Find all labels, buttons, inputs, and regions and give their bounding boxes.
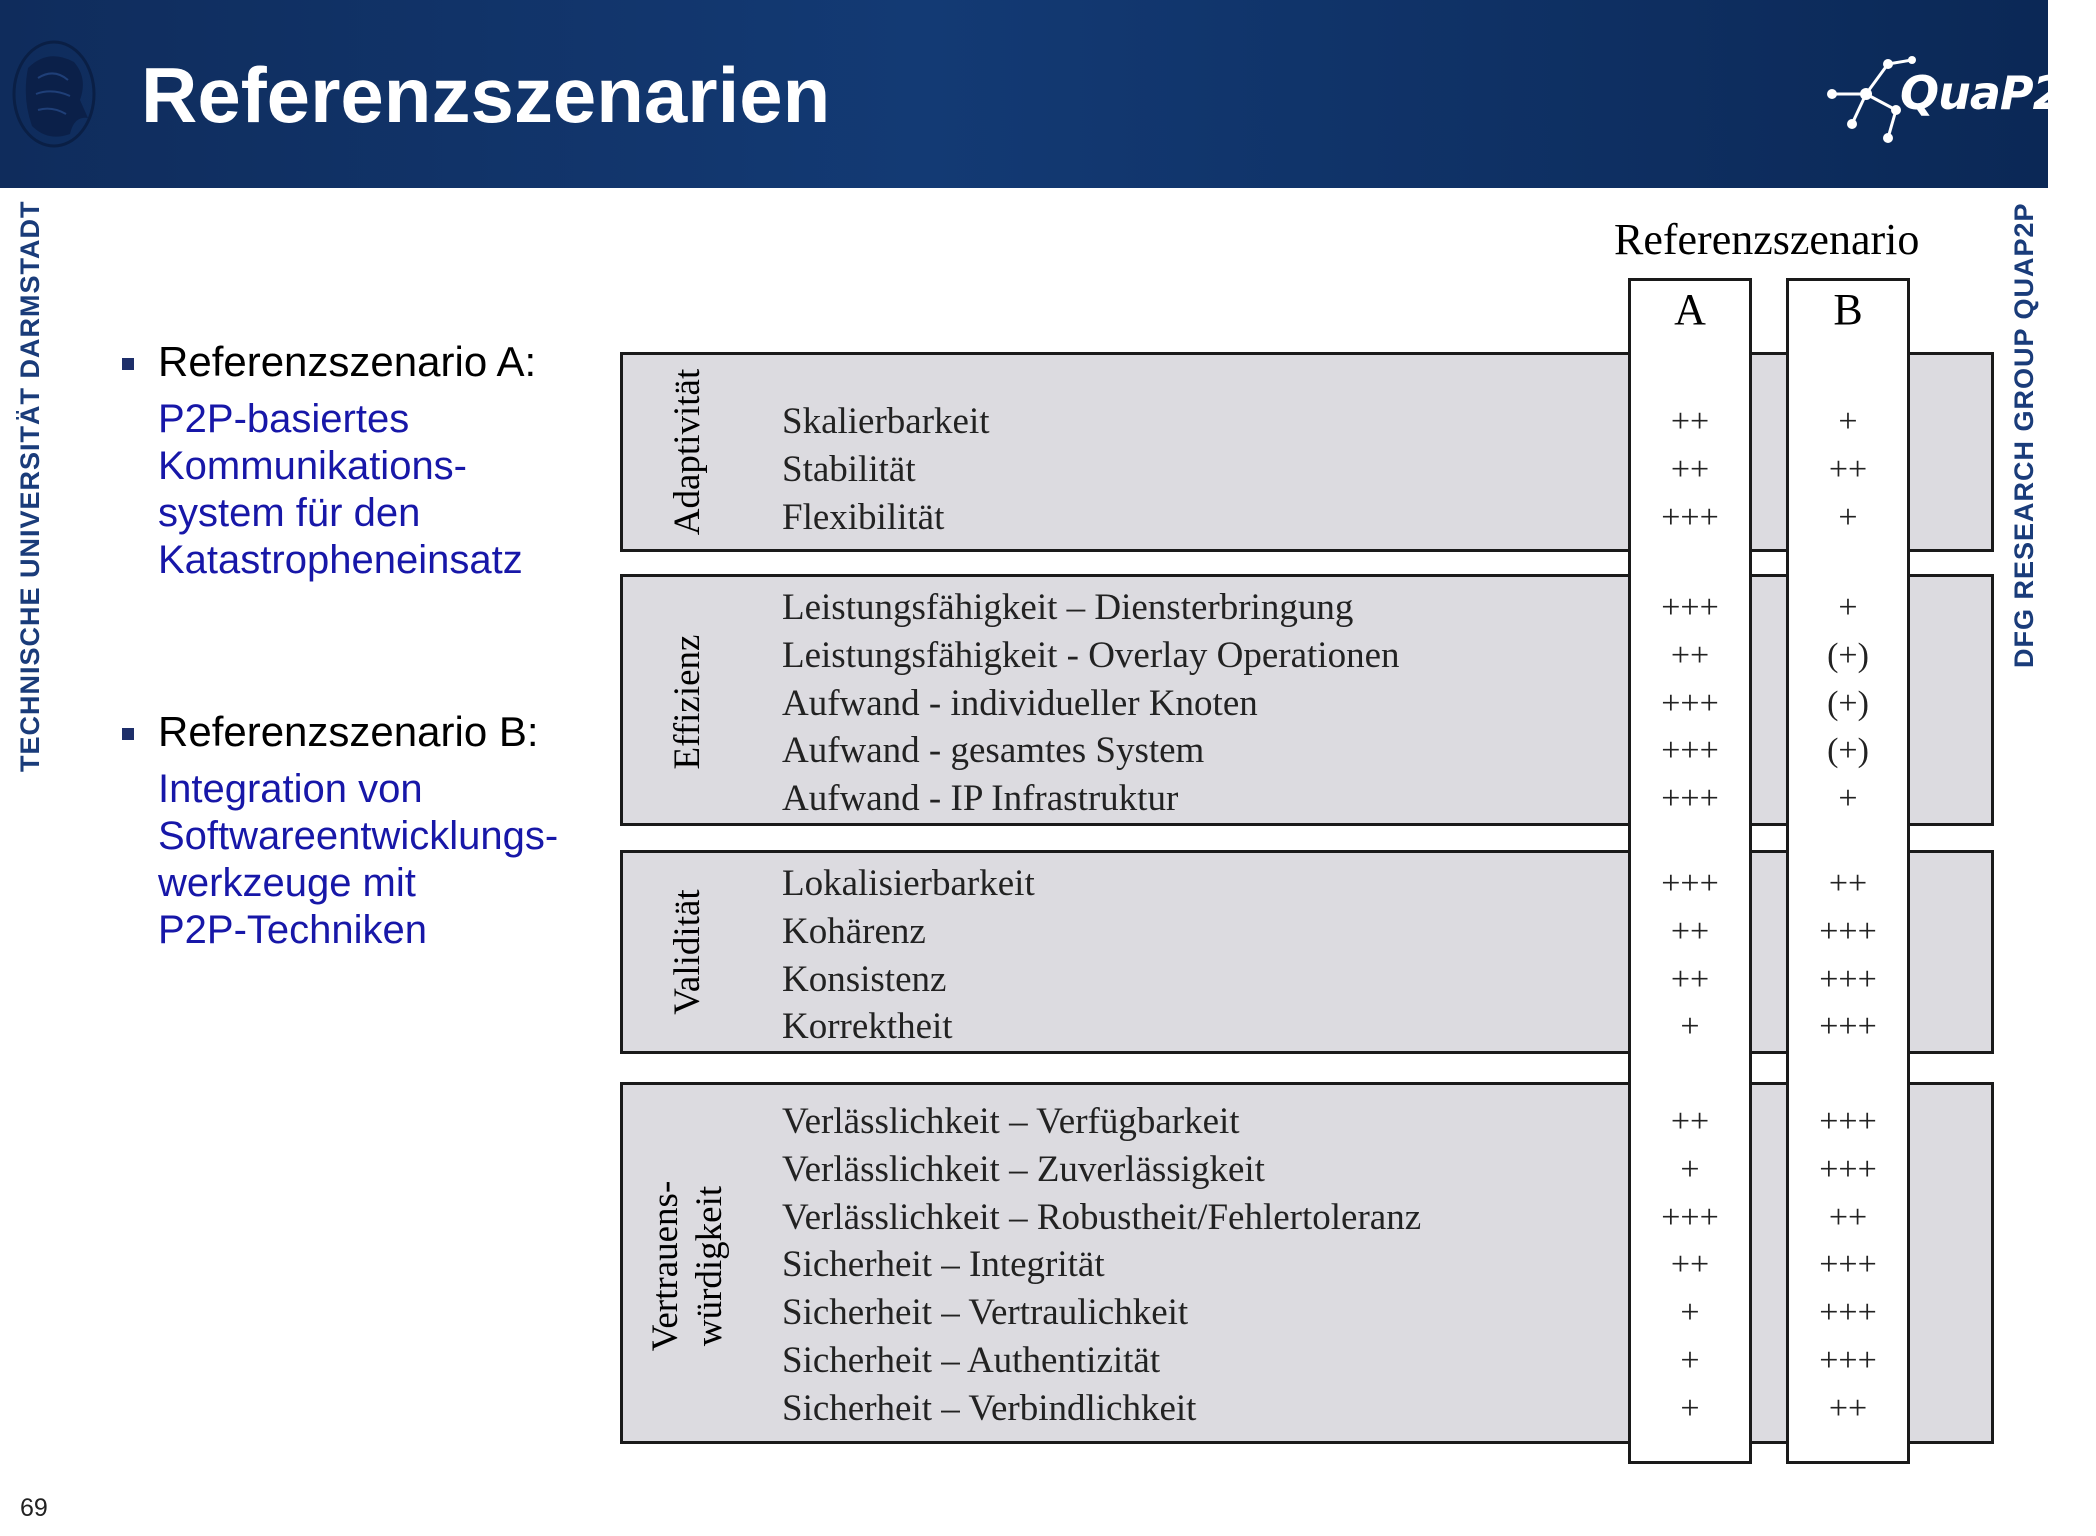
criterion-label: Stabilität xyxy=(782,449,916,490)
rating-a: ++ xyxy=(1670,961,1710,998)
rating-b: +++ xyxy=(1819,1342,1877,1379)
bullet-line: P2P-basiertes xyxy=(158,397,410,441)
quap2p-logo-text: QuaP2P xyxy=(1900,66,2096,120)
group-name: Adaptivität xyxy=(667,368,708,536)
bullet-square-icon xyxy=(122,728,134,740)
rating-b: + xyxy=(1838,403,1858,440)
criterion-label: Leistungsfähigkeit - Overlay Operationen xyxy=(782,635,1400,676)
bullet-description xyxy=(158,766,592,954)
rating-a: +++ xyxy=(1661,780,1719,817)
slide-title: Referenzszenarien xyxy=(141,51,831,139)
rating-a: +++ xyxy=(1661,499,1719,536)
criterion-label: Skalierbarkeit xyxy=(782,401,990,442)
rating-b: ++ xyxy=(1828,865,1868,902)
group-name: Effizienz xyxy=(667,634,708,770)
rating-b: (+) xyxy=(1827,732,1869,769)
bullet-line: Integration von xyxy=(158,767,423,811)
bullet-line: P2P-Techniken xyxy=(158,908,428,952)
rating-a: ++ xyxy=(1670,1103,1710,1140)
bullet-square-icon xyxy=(122,358,134,370)
rating-b: +++ xyxy=(1819,1008,1877,1045)
rating-b: (+) xyxy=(1827,637,1869,674)
rating-b: +++ xyxy=(1819,1246,1877,1283)
criterion-label: Lokalisierbarkeit xyxy=(782,863,1035,904)
bullet-line: Softwareentwicklungs- xyxy=(158,814,559,858)
rating-b: (+) xyxy=(1827,685,1869,722)
bullet-scenario-b xyxy=(122,706,592,954)
rating-a: ++ xyxy=(1670,637,1710,674)
group-name xyxy=(644,1141,732,1391)
rating-a: + xyxy=(1680,1342,1700,1379)
bullet-heading: Referenzszenario A: xyxy=(158,338,537,385)
rating-b: ++ xyxy=(1828,1199,1868,1236)
group-name: Validität xyxy=(667,889,708,1015)
rating-b: +++ xyxy=(1819,913,1877,950)
bullet-heading: Referenzszenario B: xyxy=(158,708,539,755)
rating-b: + xyxy=(1838,589,1858,626)
criterion-label: Leistungsfähigkeit – Diensterbringung xyxy=(782,587,1354,628)
criterion-label: Verlässlichkeit – Zuverlässigkeit xyxy=(782,1149,1265,1190)
criterion-label: Kohärenz xyxy=(782,911,926,952)
rating-b: + xyxy=(1838,499,1858,536)
rating-a: ++ xyxy=(1670,403,1710,440)
rating-a: +++ xyxy=(1661,1199,1719,1236)
criterion-label: Sicherheit – Integrität xyxy=(782,1244,1105,1285)
rating-b: ++ xyxy=(1828,451,1868,488)
criterion-label: Aufwand - individueller Knoten xyxy=(782,683,1258,724)
rating-a: + xyxy=(1680,1151,1700,1188)
rating-a: ++ xyxy=(1670,451,1710,488)
research-group-side-label: DFG RESEARCH GROUP QUAP2P xyxy=(2009,202,2039,668)
criterion-label: Aufwand - gesamtes System xyxy=(782,730,1205,771)
bullet-line: system für den xyxy=(158,491,421,535)
rating-a: +++ xyxy=(1661,865,1719,902)
rating-b: +++ xyxy=(1819,961,1877,998)
criterion-label: Verlässlichkeit – Robustheit/Fehlertoleranz xyxy=(782,1197,1422,1238)
rating-b: +++ xyxy=(1819,1294,1877,1331)
column-header-b: B xyxy=(1833,285,1863,334)
criterion-label: Sicherheit – Vertraulichkeit xyxy=(782,1292,1189,1333)
rating-a: ++ xyxy=(1670,1246,1710,1283)
criterion-label: Konsistenz xyxy=(782,959,947,1000)
rating-a: + xyxy=(1680,1390,1700,1427)
rating-a: + xyxy=(1680,1294,1700,1331)
university-side-label: TECHNISCHE UNIVERSITÄT DARMSTADT xyxy=(15,200,45,772)
criterion-label: Aufwand - IP Infrastruktur xyxy=(782,778,1179,819)
slide-header xyxy=(0,0,2096,188)
rating-b: +++ xyxy=(1819,1103,1877,1140)
criterion-label: Sicherheit – Verbindlichkeit xyxy=(782,1388,1197,1429)
group-name-line: Vertrauens- xyxy=(645,1180,686,1352)
rating-a: +++ xyxy=(1661,685,1719,722)
bullet-scenario-a xyxy=(122,336,592,584)
column-header-a: A xyxy=(1674,285,1706,334)
criterion-label: Verlässlichkeit – Verfügbarkeit xyxy=(782,1101,1240,1142)
rating-b: +++ xyxy=(1819,1151,1877,1188)
criterion-label: Sicherheit – Authentizität xyxy=(782,1340,1161,1381)
bullet-line: werkzeuge mit xyxy=(158,861,416,905)
rating-a: ++ xyxy=(1670,913,1710,950)
university-seal-logo xyxy=(8,38,96,150)
rating-a: + xyxy=(1680,1008,1700,1045)
group-name-line: würdigkeit xyxy=(689,1185,730,1347)
rating-a: +++ xyxy=(1661,732,1719,769)
rating-b: + xyxy=(1838,780,1858,817)
table-title: Referenzszenario xyxy=(1614,215,1920,264)
bullet-description xyxy=(158,396,592,584)
criterion-label: Flexibilität xyxy=(782,497,945,538)
bullet-line: Kommunikations- xyxy=(158,444,468,488)
bullet-line: Katastropheneinsatz xyxy=(158,538,523,582)
rating-b: ++ xyxy=(1828,1390,1868,1427)
criterion-label: Korrektheit xyxy=(782,1006,953,1047)
page-number: 69 xyxy=(20,1494,48,1522)
rating-a: +++ xyxy=(1661,589,1719,626)
